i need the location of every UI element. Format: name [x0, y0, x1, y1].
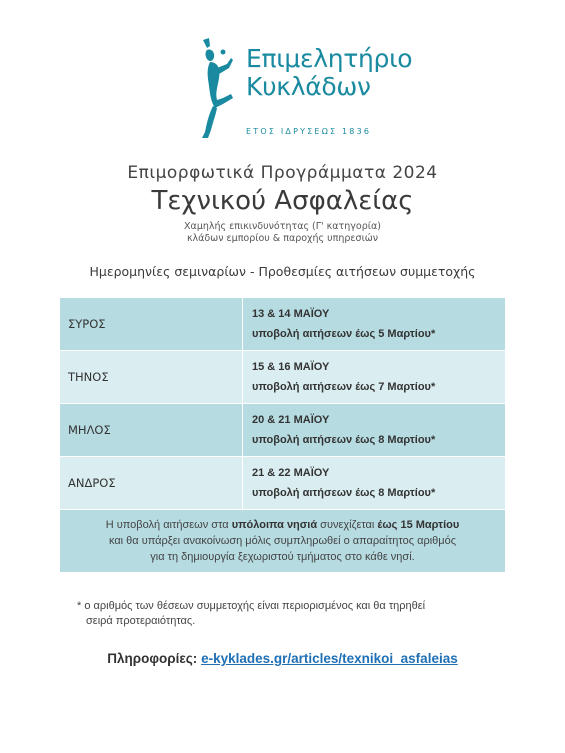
seminar-dates: 13 & 14 ΜΑΪΟΥ — [252, 308, 330, 320]
footnote-line2: σειρά προτεραιότητας. — [86, 615, 196, 627]
seminar-dates: 21 & 22 ΜΑΪΟΥ — [252, 467, 330, 479]
note-bold-1: υπόλοιπα νησιά — [231, 519, 318, 531]
note-line3: για τη δημιουργία ξεχωριστού τμήματος στο κάθε νησί. — [150, 551, 415, 563]
island-name: ΜΗΛΟΣ — [60, 404, 243, 457]
note-text-1: Η υποβολή αιτήσεων στα — [105, 519, 232, 531]
island-name: ΤΗΝΟΣ — [60, 351, 243, 404]
note-cell — [60, 510, 506, 573]
description-line2: κλάδων εμπορίου & παροχής υπηρεσιών — [186, 233, 379, 244]
note-line1 — [60, 517, 505, 533]
logo-name-line1: Επιμελητήριο — [246, 44, 413, 73]
table-row — [60, 351, 506, 404]
seminar-dates: 20 & 21 ΜΑΪΟΥ — [252, 414, 330, 426]
remaining-islands-note — [60, 510, 506, 573]
logo-name-line2: Κυκλάδων — [246, 72, 371, 101]
table-row — [60, 457, 506, 510]
description-line1: Χαμηλής επικινδυνότητας (Γ' κατηγορία) — [184, 221, 381, 232]
footnote — [77, 599, 425, 629]
schedule-table — [59, 297, 506, 573]
island-name: ΣΥΡΟΣ — [60, 298, 243, 351]
table-row — [60, 298, 506, 351]
footnote-line1: * ο αριθμός των θέσεων συμμετοχής είναι περιορισμένος και θα τηρηθεί — [77, 600, 426, 612]
logo-established: ΕΤΟΣ ΙΔΡΥΣΕΩΣ 1836 — [246, 127, 372, 136]
table-row — [60, 404, 506, 457]
note-bold-2: έως 15 Μαρτίου — [377, 519, 460, 531]
seminar-info — [243, 404, 506, 457]
info-link[interactable]: e-kyklades.gr/articles/texnikoi_asfaleias — [201, 651, 458, 666]
application-deadline: υποβολή αιτήσεων έως 8 Μαρτίου* — [252, 487, 436, 499]
program-description — [0, 221, 565, 245]
program-subject: Τεχνικού Ασφαλείας — [151, 186, 414, 216]
seminar-info — [243, 298, 506, 351]
logo-wordmark — [246, 45, 412, 101]
island-name: ΑΝΔΡΟΣ — [60, 457, 243, 510]
seminar-dates: 15 & 16 ΜΑΪΟΥ — [252, 361, 330, 373]
application-deadline: υποβολή αιτήσεων έως 5 Μαρτίου* — [252, 328, 436, 340]
application-deadline: υποβολή αιτήσεων έως 8 Μαρτίου* — [252, 434, 436, 446]
info-label: Πληροφορίες: — [107, 651, 202, 666]
note-text-2: συνεχίζεται — [317, 519, 378, 531]
program-title: Επιμορφωτικά Προγράμματα 2024 — [127, 163, 438, 183]
schedule-heading: Ημερομηνίες σεμιναρίων - Προθεσμίες αιτήσεων συμμετοχής — [89, 264, 476, 279]
application-deadline: υποβολή αιτήσεων έως 7 Μαρτίου* — [252, 381, 436, 393]
seminar-info — [243, 351, 506, 404]
note-line2: και θα υπάρξει ανακοίνωση μόλις συμπληρωθεί ο απαραίτητος αριθμός — [108, 535, 457, 547]
seminar-info — [243, 457, 506, 510]
info-line — [0, 651, 565, 666]
